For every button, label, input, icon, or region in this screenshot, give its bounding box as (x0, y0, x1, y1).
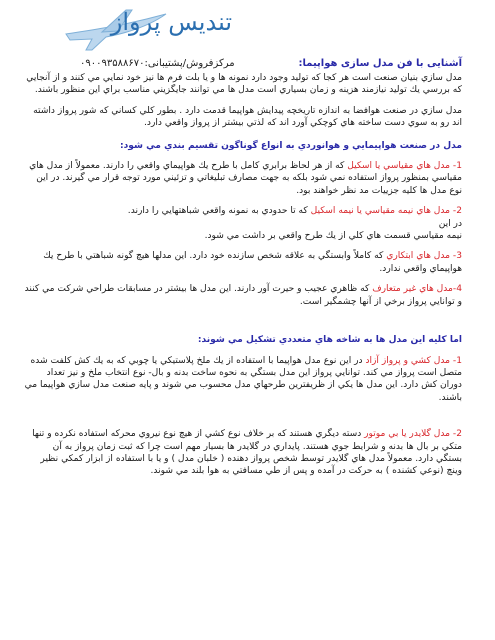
section2-title: اما كليه اين مدل ها به شاخه هاي متعددي تشكيل مي شوند: (197, 335, 462, 346)
section1-title: مدل در صنعت هواپيمايي و هوانوردي به انواع گوناگون تقسيم بندي مي شود: (119, 140, 462, 151)
section1-item-2-extra-2: نيمه مقياسي قسمت هاي كلي از يك طرح واقعي بر داشت مي شود. (204, 231, 462, 242)
item-lead: 4-مدل هاي غير متعارف (372, 284, 462, 295)
section1-item-3 (24, 250, 462, 275)
item-lead: 1- مدل كشي و پرواز آزاد (365, 355, 462, 366)
item-lead: 2- مدل هاي نيمه مقياسي يا نيمه اسكيل (310, 206, 462, 217)
section1-item-2 (24, 205, 462, 217)
item-lead: 1- مدل هاي مقياسي يا اسكيل (347, 161, 462, 172)
item-text: كه از هر لحاظ برابري كامل با طرح يك هواپيماي واقعي را دارند. معمولاً از مدل هاي مقياسي بمنظور پرواز استفاده نمي شود بلكه به جهت مصارف تبليغاتي و تزئيني مورد توجه قرار مي گيرند. در اين نوع مدل ها كليه جزييات مد نظر خواهند بود. (29, 161, 462, 196)
intro-paragraph-2: مدل سازي در صنعت هوافضا به اندازه تاريخچه پيدايش هواپيما قدمت دارد . بطور كلي كساني كه شور پرواز داشته اند رو به سوي دست ساخته هاي كوچكي آورد اند كه لذتي بيشتر از پرواز واقعي دارد. (33, 105, 462, 129)
item-lead: 2- مدل گلايدر يا بي موتور (364, 429, 462, 440)
section2-item-1 (24, 355, 462, 405)
company-logo (62, 4, 232, 56)
item-text: كه ظاهري عجيب و حيرت آور دارند. اين مدل ها بيشتر در مسابقات طراحي شركت مي كنند و توانايي پرواز برخي از آنها چشمگير است. (24, 284, 462, 307)
logo-text: تندیس پرواز (110, 8, 232, 36)
intro-paragraph-1: مدل سازي بنيان صنعت است هر كجا كه توليد وجود دارد نمونه ها و يا بلت فرم ها نيز خود نمايي مي كنند و از آنجايي كه بررسي يك توليد نيازمند هزينه و زمان بسياري است مدل ها مي توانند جايگزيني مناسب براي اين منظور باشند. (26, 73, 462, 96)
item-text: دسته ديگري هستند كه بر خلاف نوع كشي از هيچ نوع نيروي محركه استفاده نكرده و تنها متكي بر بال ها بدنه و شرايط جوي هستند. پايداري در گلايدر ها بسيار مهم است چرا كه ثبت زمان پرواز به آن بستگي دارد. معمولاً مدل هاي گلايدر توسط شخص پرواز دهنده ( خلبان مدل ) و يا با استفاده از ابزار كمكي نظير وينچ (نوعي كشنده ) به حركت در آمده و پس از طي مسافتي به هوا بلند مي شوند. (32, 429, 462, 477)
section1-item-1 (24, 160, 462, 197)
section2-item-2 (24, 428, 462, 478)
document-body (24, 72, 462, 478)
page-heading: آشنایی با فن مدل سازی هواپیما: (298, 58, 462, 69)
item-text: در اين نوع مدل هواپيما با استفاده از يك ملخ پلاستيكي يا چوبي كه به يك كش كلفت شده متصل است پرواز مي كند. توانايي پرواز اين مدل بستگي به نحوه ساخت بدنه و بال- نوع انتخاب ملخ و نيز تعداد دوران كش دارد. اين مدل ها يكي از ظريفترين طرحهاي مدل محسوب مي شوند و پايه صنعت مدل سازي هواپيما مي باشند. (24, 355, 462, 403)
section1-item-2-extra-1: در اين (438, 218, 462, 229)
item-lead: 3- مدل هاي ابتكاري (386, 251, 462, 262)
item-text: كه كاملاً وابستگي به علاقه شخص سازنده خود دارد. اين مدلها هيچ گونه شباهتي با طرح يك هواپيماي واقعي ندارد. (43, 251, 462, 274)
item-text: كه تا حدودي به نمونه واقعي شباهتهايي را دارند. (127, 206, 311, 217)
section1-item-4 (24, 283, 462, 308)
sales-phone: مرکزفروش/پشتیبانی:۰۹۰۰۹۳۵۸۸۶۷۰ (80, 58, 235, 69)
